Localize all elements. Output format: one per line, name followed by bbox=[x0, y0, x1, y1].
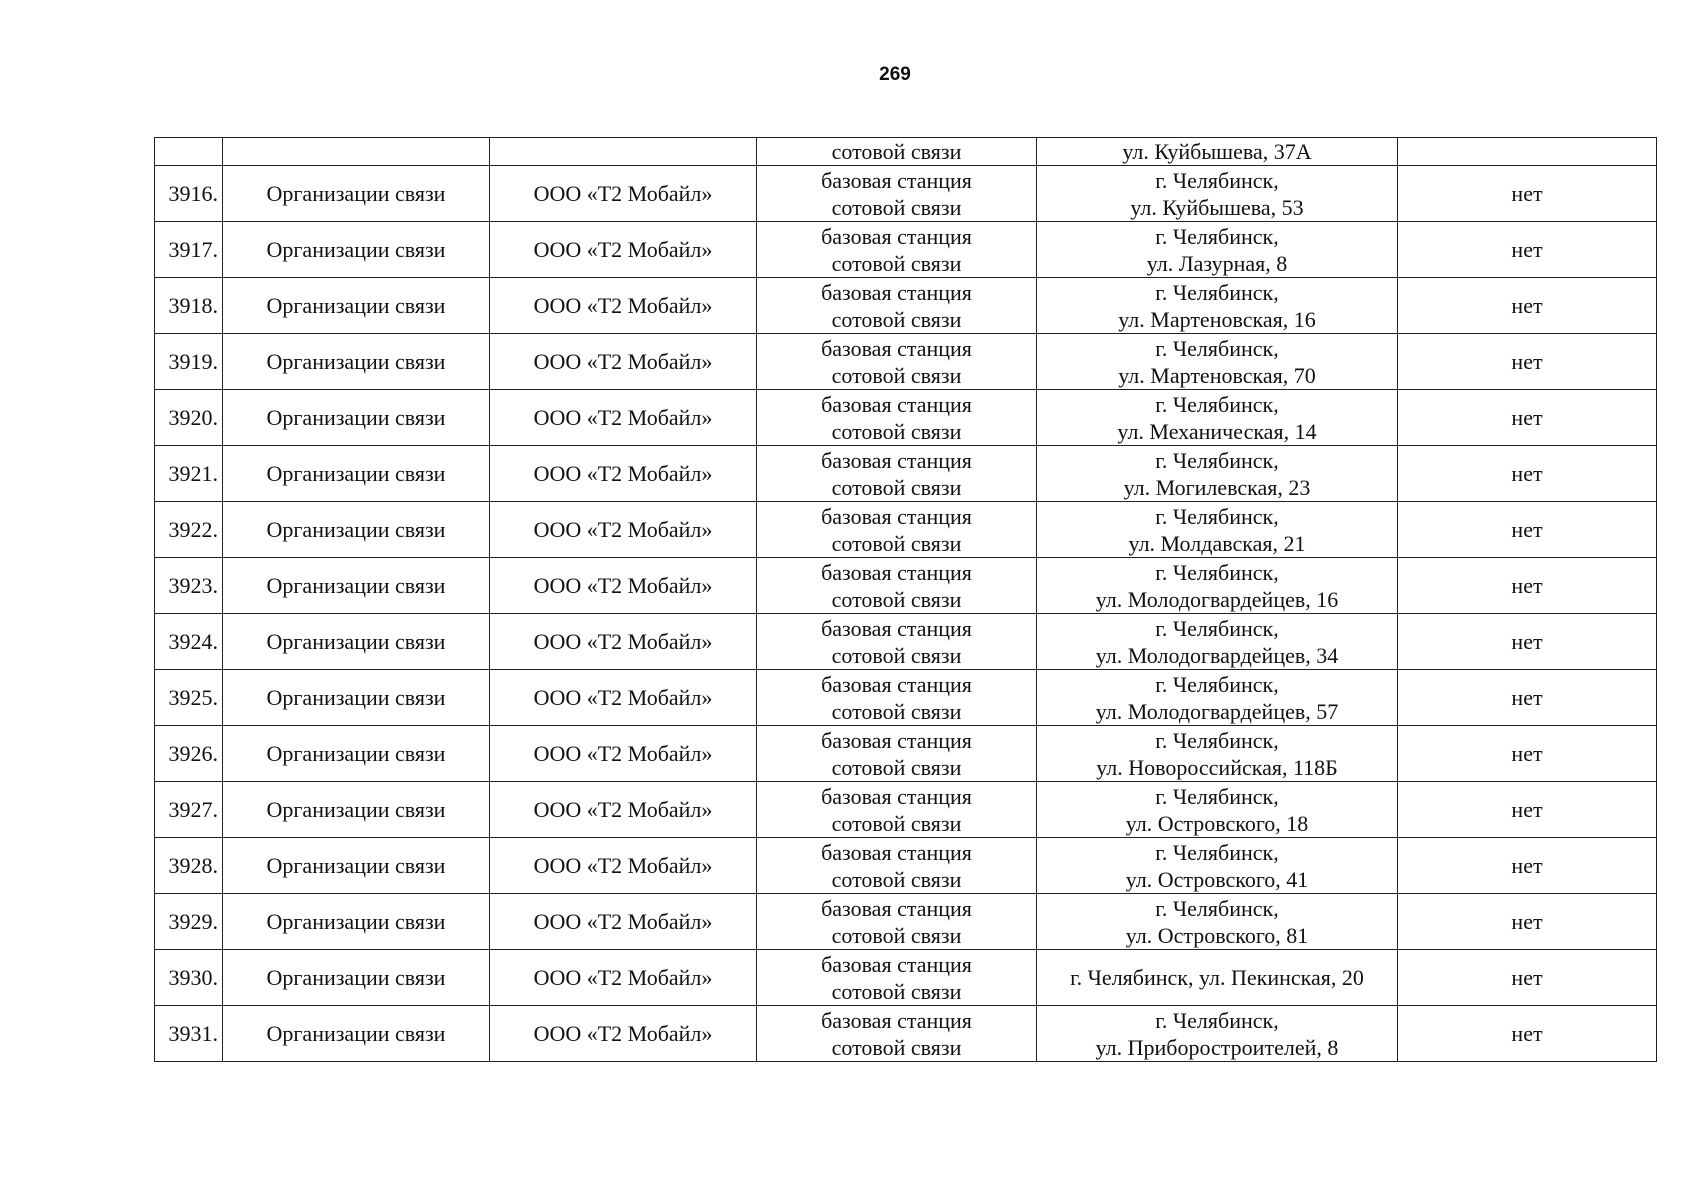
cell-address bbox=[1037, 138, 1398, 166]
table-row bbox=[155, 670, 1657, 726]
object-line-2: сотовой связи bbox=[831, 810, 962, 836]
object-line-1: базовая станция bbox=[821, 559, 972, 585]
cell-organization: ООО «Т2 Мобайл» bbox=[490, 446, 757, 502]
address-line-1: г. Челябинск, bbox=[1155, 1007, 1279, 1033]
address-line-1: г. Челябинск, bbox=[1155, 391, 1279, 417]
cell-organization bbox=[490, 138, 757, 166]
address-line-2: ул. Могилевская, 23 bbox=[1123, 474, 1311, 500]
object-line-1: базовая станция bbox=[821, 951, 972, 977]
object-line-2: сотовой связи bbox=[831, 418, 962, 444]
address-line-2: ул. Приборостроителей, 8 bbox=[1095, 1034, 1339, 1060]
cell-address bbox=[1037, 894, 1398, 950]
object-line-2: сотовой связи bbox=[831, 306, 962, 332]
address-line-2: ул. Островского, 18 bbox=[1125, 810, 1309, 836]
cell-status: нет bbox=[1398, 1006, 1657, 1062]
table-row bbox=[155, 502, 1657, 558]
cell-number: 3922. bbox=[155, 502, 223, 558]
cell-status: нет bbox=[1398, 334, 1657, 390]
cell-object bbox=[757, 838, 1037, 894]
cell-category: Организации связи bbox=[223, 1006, 490, 1062]
cell-number: 3925. bbox=[155, 670, 223, 726]
address-line-2: ул. Островского, 81 bbox=[1125, 922, 1309, 948]
cell-status: нет bbox=[1398, 950, 1657, 1006]
object-line-1: базовая станция bbox=[821, 839, 972, 865]
cell-number: 3927. bbox=[155, 782, 223, 838]
cell-organization: ООО «Т2 Мобайл» bbox=[490, 614, 757, 670]
cell-category: Организации связи bbox=[223, 894, 490, 950]
table-row bbox=[155, 950, 1657, 1006]
cell-organization: ООО «Т2 Мобайл» bbox=[490, 278, 757, 334]
cell-address bbox=[1037, 782, 1398, 838]
object-line-1: базовая станция bbox=[821, 671, 972, 697]
cell-category: Организации связи bbox=[223, 446, 490, 502]
address-line-1: г. Челябинск, bbox=[1155, 335, 1279, 361]
cell-address bbox=[1037, 390, 1398, 446]
table-row bbox=[155, 278, 1657, 334]
object-line: сотовой связи bbox=[831, 139, 962, 164]
cell-object bbox=[757, 894, 1037, 950]
table-row bbox=[155, 782, 1657, 838]
object-line-1: базовая станция bbox=[821, 503, 972, 529]
cell-object bbox=[757, 166, 1037, 222]
cell-number: 3919. bbox=[155, 334, 223, 390]
cell-category: Организации связи bbox=[223, 614, 490, 670]
cell-object bbox=[757, 1006, 1037, 1062]
cell-status: нет bbox=[1398, 838, 1657, 894]
table-row bbox=[155, 838, 1657, 894]
cell-address bbox=[1037, 950, 1398, 1006]
cell-object bbox=[757, 334, 1037, 390]
object-line-2: сотовой связи bbox=[831, 922, 962, 948]
object-line-2: сотовой связи bbox=[831, 250, 962, 276]
cell-organization: ООО «Т2 Мобайл» bbox=[490, 1006, 757, 1062]
cell-status: нет bbox=[1398, 278, 1657, 334]
cell-status: нет bbox=[1398, 670, 1657, 726]
object-line-2: сотовой связи bbox=[831, 194, 962, 220]
cell-number: 3929. bbox=[155, 894, 223, 950]
cell-object bbox=[757, 782, 1037, 838]
address-line-1: г. Челябинск, bbox=[1155, 727, 1279, 753]
page-number: 269 bbox=[879, 64, 911, 85]
object-line-1: базовая станция bbox=[821, 335, 972, 361]
table-row bbox=[155, 390, 1657, 446]
cell-address bbox=[1037, 614, 1398, 670]
object-line-2: сотовой связи bbox=[831, 530, 962, 556]
cell-organization: ООО «Т2 Мобайл» bbox=[490, 782, 757, 838]
cell-number: 3921. bbox=[155, 446, 223, 502]
cell-address bbox=[1037, 1006, 1398, 1062]
cell-category: Организации связи bbox=[223, 278, 490, 334]
cell-category: Организации связи bbox=[223, 726, 490, 782]
cell-category: Организации связи bbox=[223, 670, 490, 726]
cell-status: нет bbox=[1398, 558, 1657, 614]
cell-organization: ООО «Т2 Мобайл» bbox=[490, 166, 757, 222]
cell-category: Организации связи bbox=[223, 502, 490, 558]
address-line-1: г. Челябинск, ул. Пекинская, 20 bbox=[1070, 965, 1364, 990]
object-line-1: базовая станция bbox=[821, 391, 972, 417]
address-line-1: г. Челябинск, bbox=[1155, 167, 1279, 193]
address-line-2: ул. Островского, 41 bbox=[1125, 866, 1309, 892]
cell-number: 3928. bbox=[155, 838, 223, 894]
address-line-2: ул. Молодогвардейцев, 16 bbox=[1095, 586, 1339, 612]
cell-number: 3923. bbox=[155, 558, 223, 614]
cell-number: 3917. bbox=[155, 222, 223, 278]
cell-address bbox=[1037, 558, 1398, 614]
cell-object bbox=[757, 950, 1037, 1006]
cell-organization: ООО «Т2 Мобайл» bbox=[490, 390, 757, 446]
object-line-1: базовая станция bbox=[821, 167, 972, 193]
table-row bbox=[155, 1006, 1657, 1062]
address-line-2: ул. Молодогвардейцев, 34 bbox=[1095, 642, 1339, 668]
cell-object bbox=[757, 278, 1037, 334]
object-line-1: базовая станция bbox=[821, 447, 972, 473]
cell-address bbox=[1037, 838, 1398, 894]
cell-category: Организации связи bbox=[223, 166, 490, 222]
cell-object bbox=[757, 502, 1037, 558]
cell-object bbox=[757, 222, 1037, 278]
table-row bbox=[155, 558, 1657, 614]
address-line-2: ул. Молодогвардейцев, 57 bbox=[1095, 698, 1339, 724]
cell-status: нет bbox=[1398, 502, 1657, 558]
cell-number: 3930. bbox=[155, 950, 223, 1006]
cell-organization: ООО «Т2 Мобайл» bbox=[490, 950, 757, 1006]
cell-number: 3924. bbox=[155, 614, 223, 670]
object-line-2: сотовой связи bbox=[831, 698, 962, 724]
object-line-2: сотовой связи bbox=[831, 586, 962, 612]
cell-address bbox=[1037, 278, 1398, 334]
cell-status: нет bbox=[1398, 390, 1657, 446]
table-row bbox=[155, 334, 1657, 390]
cell-address bbox=[1037, 334, 1398, 390]
address-line-2: ул. Мартеновская, 16 bbox=[1118, 306, 1316, 332]
table-row bbox=[155, 166, 1657, 222]
object-line-2: сотовой связи bbox=[831, 474, 962, 500]
cell-organization: ООО «Т2 Мобайл» bbox=[490, 502, 757, 558]
cell-status: нет bbox=[1398, 222, 1657, 278]
address-line-1: г. Челябинск, bbox=[1155, 559, 1279, 585]
cell-address bbox=[1037, 222, 1398, 278]
address-line: ул. Куйбышева, 37А bbox=[1122, 139, 1312, 164]
object-line-1: базовая станция bbox=[821, 1007, 972, 1033]
object-line-2: сотовой связи bbox=[831, 866, 962, 892]
address-line-2: ул. Механическая, 14 bbox=[1117, 418, 1317, 444]
address-line-2: ул. Новороссийская, 118Б bbox=[1096, 754, 1338, 780]
address-line-1: г. Челябинск, bbox=[1155, 279, 1279, 305]
table-row bbox=[155, 894, 1657, 950]
cell-object bbox=[757, 558, 1037, 614]
table-row-continuation bbox=[155, 138, 1657, 166]
address-line-1: г. Челябинск, bbox=[1155, 447, 1279, 473]
address-line-1: г. Челябинск, bbox=[1155, 839, 1279, 865]
cell-organization: ООО «Т2 Мобайл» bbox=[490, 334, 757, 390]
cell-category: Организации связи bbox=[223, 222, 490, 278]
cell-number: 3916. bbox=[155, 166, 223, 222]
table-row bbox=[155, 726, 1657, 782]
cell-number: 3918. bbox=[155, 278, 223, 334]
cell-object bbox=[757, 138, 1037, 166]
cell-address bbox=[1037, 670, 1398, 726]
cell-status bbox=[1398, 138, 1657, 166]
table-row bbox=[155, 446, 1657, 502]
cell-category: Организации связи bbox=[223, 558, 490, 614]
address-line-1: г. Челябинск, bbox=[1155, 503, 1279, 529]
cell-object bbox=[757, 446, 1037, 502]
object-line-2: сотовой связи bbox=[831, 978, 962, 1004]
object-line-1: базовая станция bbox=[821, 727, 972, 753]
cell-status: нет bbox=[1398, 614, 1657, 670]
cell-status: нет bbox=[1398, 726, 1657, 782]
address-line-1: г. Челябинск, bbox=[1155, 895, 1279, 921]
registry-table-body bbox=[155, 138, 1657, 1062]
cell-status: нет bbox=[1398, 782, 1657, 838]
cell-object bbox=[757, 614, 1037, 670]
cell-organization: ООО «Т2 Мобайл» bbox=[490, 838, 757, 894]
table-row bbox=[155, 614, 1657, 670]
address-line-2: ул. Молдавская, 21 bbox=[1128, 530, 1306, 556]
address-line-1: г. Челябинск, bbox=[1155, 615, 1279, 641]
cell-number: 3926. bbox=[155, 726, 223, 782]
cell-organization: ООО «Т2 Мобайл» bbox=[490, 726, 757, 782]
registry-table bbox=[154, 137, 1657, 1062]
cell-status: нет bbox=[1398, 894, 1657, 950]
cell-organization: ООО «Т2 Мобайл» bbox=[490, 670, 757, 726]
object-line-1: базовая станция bbox=[821, 783, 972, 809]
address-line-2: ул. Куйбышева, 53 bbox=[1130, 194, 1304, 220]
cell-number bbox=[155, 138, 223, 166]
object-line-1: базовая станция bbox=[821, 615, 972, 641]
cell-object bbox=[757, 726, 1037, 782]
cell-address bbox=[1037, 726, 1398, 782]
cell-address bbox=[1037, 502, 1398, 558]
address-line-2: ул. Мартеновская, 70 bbox=[1118, 362, 1316, 388]
cell-object bbox=[757, 670, 1037, 726]
cell-category bbox=[223, 138, 490, 166]
object-line-2: сотовой связи bbox=[831, 1034, 962, 1060]
object-line-2: сотовой связи bbox=[831, 362, 962, 388]
cell-category: Организации связи bbox=[223, 390, 490, 446]
cell-status: нет bbox=[1398, 166, 1657, 222]
cell-number: 3920. bbox=[155, 390, 223, 446]
cell-organization: ООО «Т2 Мобайл» bbox=[490, 558, 757, 614]
cell-organization: ООО «Т2 Мобайл» bbox=[490, 222, 757, 278]
address-line-1: г. Челябинск, bbox=[1155, 783, 1279, 809]
table-row bbox=[155, 222, 1657, 278]
cell-category: Организации связи bbox=[223, 950, 490, 1006]
cell-address bbox=[1037, 446, 1398, 502]
object-line-2: сотовой связи bbox=[831, 642, 962, 668]
address-line-1: г. Челябинск, bbox=[1155, 671, 1279, 697]
cell-category: Организации связи bbox=[223, 838, 490, 894]
cell-category: Организации связи bbox=[223, 334, 490, 390]
object-line-2: сотовой связи bbox=[831, 754, 962, 780]
address-line-2: ул. Лазурная, 8 bbox=[1146, 250, 1288, 276]
address-line-1: г. Челябинск, bbox=[1155, 223, 1279, 249]
cell-category: Организации связи bbox=[223, 782, 490, 838]
object-line-1: базовая станция bbox=[821, 895, 972, 921]
object-line-1: базовая станция bbox=[821, 223, 972, 249]
cell-object bbox=[757, 390, 1037, 446]
cell-address bbox=[1037, 166, 1398, 222]
object-line-1: базовая станция bbox=[821, 279, 972, 305]
cell-status: нет bbox=[1398, 446, 1657, 502]
cell-number: 3931. bbox=[155, 1006, 223, 1062]
cell-organization: ООО «Т2 Мобайл» bbox=[490, 894, 757, 950]
